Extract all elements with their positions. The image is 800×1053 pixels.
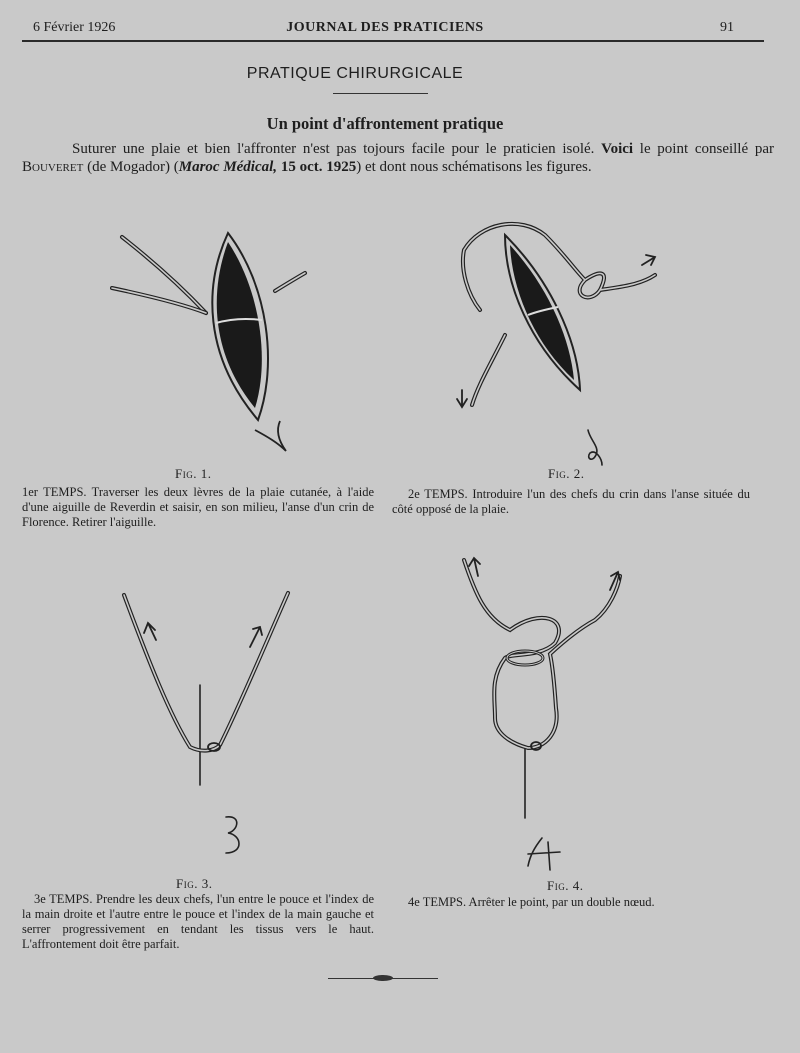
figure-1-label: Fig. 1.	[175, 466, 212, 481]
figure-3-illustration	[110, 585, 310, 875]
header-page-number: 91	[720, 20, 734, 35]
intro-source: Maroc Médical,	[178, 159, 278, 175]
header-journal-title: JOURNAL DES PRATICIENS	[286, 20, 484, 35]
intro-text-1: Suturer une plaie et bien l'affronter n'est pas tojours facile pour le praticien isolé.	[72, 141, 602, 157]
article-title: Un point d'affrontement pratique	[266, 114, 504, 133]
intro-text-4: ) et dont nous schématisons les figures.	[356, 159, 592, 175]
figure-4-illustration	[450, 548, 650, 878]
section-title: PRATIQUE CHIRURGICALE	[246, 65, 464, 82]
intro-voici: Voici	[601, 141, 634, 157]
figure-3-label: Fig. 3.	[176, 876, 213, 891]
end-ornament	[373, 975, 393, 981]
figure-4-caption	[392, 895, 750, 910]
intro-text-3: (de Mogador) (	[83, 159, 179, 175]
figure-2-label: Fig. 2.	[548, 466, 585, 481]
figure-3-caption	[22, 892, 374, 952]
figure-2-step: 2e TEMPS.	[408, 487, 468, 501]
figure-4-label: Fig. 4.	[547, 878, 584, 893]
figure-1-step: 1er TEMPS.	[22, 485, 87, 499]
figure-4-caption-text: Arrêter le point, par un double nœud.	[466, 895, 655, 909]
header-rule	[22, 40, 764, 42]
figure-1-caption	[22, 485, 374, 530]
figure-3-step: 3e TEMPS.	[34, 892, 93, 906]
section-rule	[333, 93, 428, 94]
figure-2-caption-text: Introduire l'un des chefs du crin dans l'anse située du côté opposé de la plaie.	[392, 487, 750, 516]
header-date: 6 Février 1926	[33, 20, 116, 35]
figure-3-caption-text: Prendre les deux chefs, l'un entre le pouce et l'index de la main droite et l'autre entre le pouce et l'index de la main gauche et serrer progressivement en tendant les tissus vers le haut. L'affrontement doit être parfait.	[22, 892, 374, 951]
figure-4-step: 4e TEMPS.	[408, 895, 467, 909]
figure-1-caption-text: Traverser les deux lèvres de la plaie cutanée, à l'aide d'une aiguille de Reverdin et saisir, en son milieu, l'anse d'un crin de Florence. Retirer l'aiguille.	[22, 485, 374, 529]
figure-2-illustration	[450, 215, 670, 475]
figure-2-caption	[392, 487, 750, 517]
intro-text-2: le point conseillé par	[633, 141, 774, 157]
intro-paragraph	[22, 140, 774, 176]
figure-1-illustration	[100, 225, 320, 455]
intro-source-date: 15 oct. 1925	[277, 159, 357, 175]
intro-author: Bouveret	[22, 159, 84, 175]
